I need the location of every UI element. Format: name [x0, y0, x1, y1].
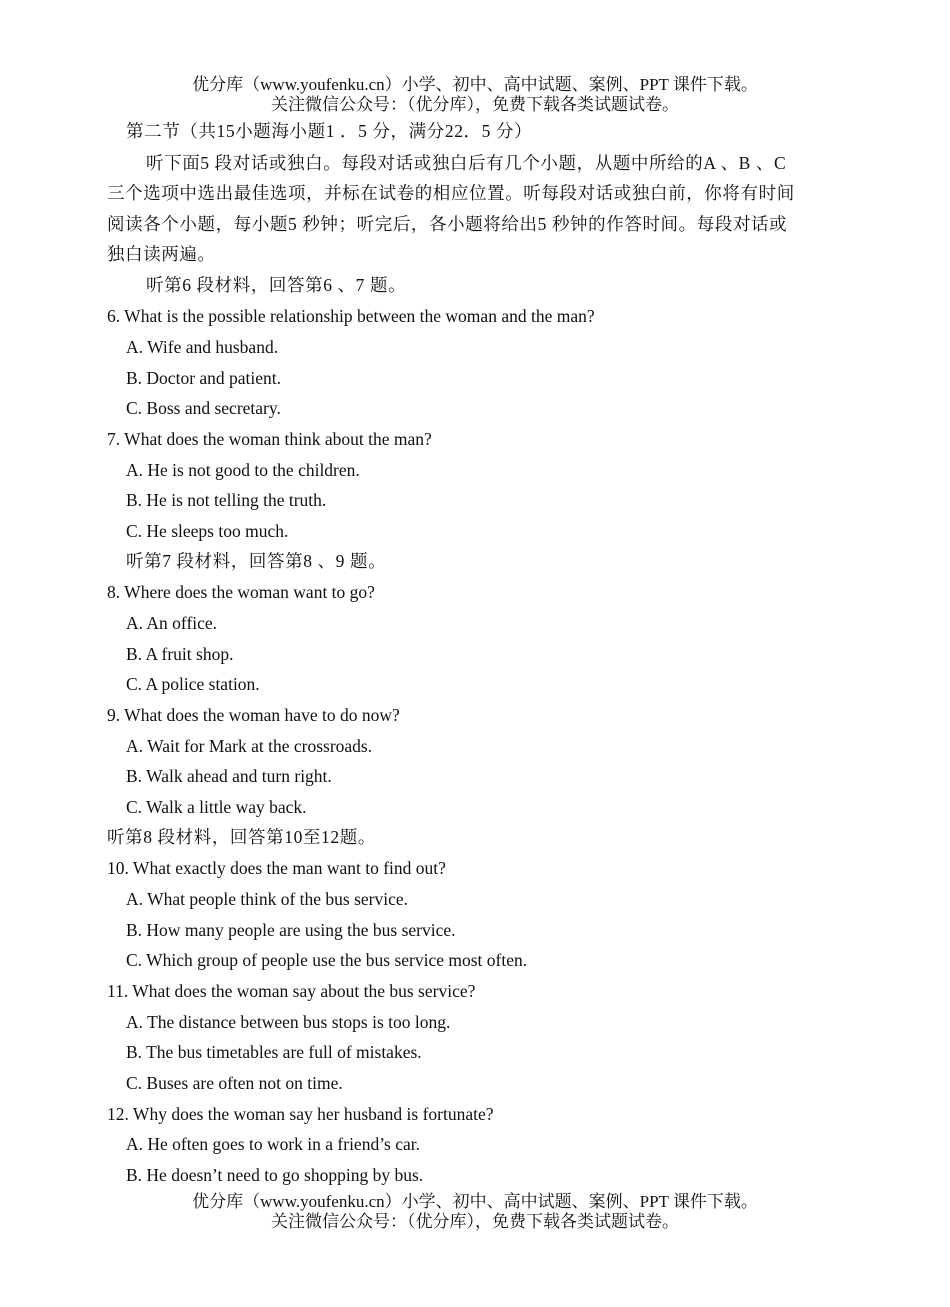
answer-option: C. Which group of people use the bus service most often.	[126, 950, 528, 970]
answer-option: A. Wait for Mark at the crossroads.	[126, 736, 373, 756]
answer-option: B. Walk ahead and turn right.	[126, 766, 332, 786]
header-line-2: 关注微信公众号：（优分库），免费下载各类试题试卷。	[271, 95, 679, 114]
group-heading: 听第7 段材料，回答第8 、9 题。	[126, 551, 387, 571]
answer-option: B. He is not telling the truth.	[126, 490, 327, 510]
answer-option: B. A fruit shop.	[126, 644, 234, 664]
question-stem: 12. Why does the woman say her husband is fortunate?	[107, 1104, 494, 1124]
answer-option: A. What people think of the bus service.	[126, 889, 409, 909]
question-stem: 9. What does the woman have to do now?	[107, 705, 400, 725]
answer-option: A. He often goes to work in a friend’s car.	[126, 1134, 421, 1154]
header-line-1: 优分库（www.youfenku.cn）小学、初中、高中试题、案例、PPT 课件下载。	[192, 75, 758, 94]
instruction-line: 听下面5 段对话或独白。每段对话或独白后有几个小题，从题中所给的A 、B 、C	[146, 153, 787, 173]
question-stem: 8. Where does the woman want to go?	[107, 582, 375, 602]
question-stem: 7. What does the woman think about the man?	[107, 429, 432, 449]
question-stem: 10. What exactly does the man want to find out?	[107, 858, 446, 878]
footer-line-1: 优分库（www.youfenku.cn）小学、初中、高中试题、案例、PPT 课件下载。	[192, 1192, 758, 1211]
answer-option: A. He is not good to the children.	[126, 460, 360, 480]
instruction-line: 三个选项中选出最佳选项，并标在试卷的相应位置。听每段对话或独白前，你将有时间	[107, 183, 795, 203]
answer-option: B. The bus timetables are full of mistakes.	[126, 1042, 422, 1062]
answer-option: C. Walk a little way back.	[126, 797, 307, 817]
group-heading: 听第6 段材料，回答第6 、7 题。	[146, 275, 407, 295]
group-heading: 听第8 段材料，回答第10至12题。	[107, 827, 376, 847]
answer-option: B. He doesn’t need to go shopping by bus.	[126, 1165, 424, 1185]
footer-line-2: 关注微信公众号：（优分库），免费下载各类试题试卷。	[271, 1212, 679, 1231]
question-stem: 11. What does the woman say about the bus service?	[107, 981, 476, 1001]
answer-option: C. Boss and secretary.	[126, 398, 281, 418]
answer-option: B. Doctor and patient.	[126, 368, 282, 388]
answer-option: C. A police station.	[126, 674, 260, 694]
instruction-line: 独白读两遍。	[107, 244, 216, 264]
answer-option: C. Buses are often not on time.	[126, 1073, 343, 1093]
answer-option: A. Wife and husband.	[126, 337, 279, 357]
question-stem: 6. What is the possible relationship between the woman and the man?	[107, 306, 595, 326]
instruction-line: 阅读各个小题，每小题5 秒钟；听完后，各小题将给出5 秒钟的作答时间。每段对话或	[107, 214, 788, 234]
answer-option: A. An office.	[126, 613, 218, 633]
answer-option: C. He sleeps too much.	[126, 521, 289, 541]
section-title: 第二节（共15小题海小题1 ．5 分，满分22．5 分）	[126, 121, 533, 141]
answer-option: B. How many people are using the bus service.	[126, 920, 456, 940]
answer-option: A. The distance between bus stops is too long.	[126, 1012, 451, 1032]
